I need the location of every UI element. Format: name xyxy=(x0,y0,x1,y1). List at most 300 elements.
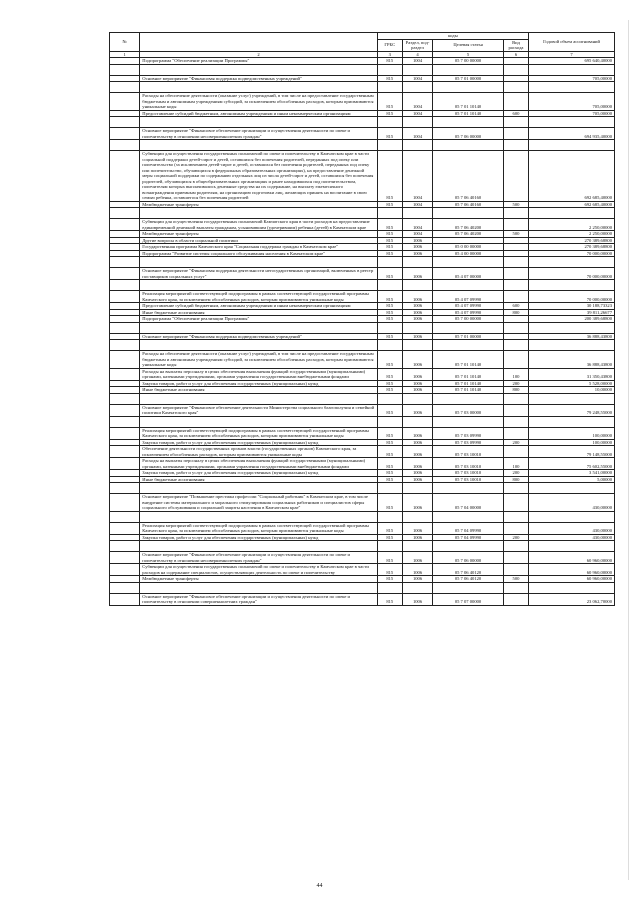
cell-sum: 5 528,00000 xyxy=(529,380,615,387)
cell-num xyxy=(110,268,140,280)
table-row xyxy=(110,458,615,470)
cell-grbs: 815 xyxy=(377,446,402,458)
cell-sum xyxy=(529,541,615,552)
cell-vr xyxy=(503,522,528,534)
cell-cs: 05 7 01 00000 xyxy=(433,333,504,340)
header-grbs: ГРБС xyxy=(377,39,402,51)
cell-sum: 694 935,40000 xyxy=(529,128,615,140)
header-razdel: Раздел, под-раздел xyxy=(402,39,432,51)
cell-num xyxy=(110,483,140,494)
cell-rz: 1006 xyxy=(402,237,432,244)
cell-rz: 1006 xyxy=(402,552,432,564)
cell-sum xyxy=(529,257,615,268)
cell-cs xyxy=(433,416,504,427)
cell-name xyxy=(140,393,377,404)
scan-edge-line xyxy=(628,20,629,880)
cell-cs xyxy=(433,340,504,351)
table-row xyxy=(110,257,615,268)
cell-grbs xyxy=(377,582,402,593)
cell-rz: 1006 xyxy=(402,368,432,380)
cell-cs xyxy=(433,64,504,75)
table-row xyxy=(110,93,615,111)
cell-name: Расходы на обеспечение деятельности (оказание услуг) учреждений, в том числе на предоставление государственным бюджетным и автономным учреждениям субсидий, за исключением обособленных расходов, которым присваиваются уникальные коды xyxy=(140,93,377,111)
cell-rz xyxy=(402,541,432,552)
cell-num xyxy=(110,552,140,564)
cell-grbs: 815 xyxy=(377,219,402,231)
cell-sum: 75 602,55000 xyxy=(529,458,615,470)
cell-sum xyxy=(529,322,615,333)
cell-rz: 1004 xyxy=(402,110,432,117)
cell-rz: 1006 xyxy=(402,458,432,470)
header-index: 3 xyxy=(377,51,402,58)
cell-grbs: 815 xyxy=(377,476,402,483)
cell-sum xyxy=(529,64,615,75)
table-row xyxy=(110,404,615,416)
cell-vr: 500 xyxy=(503,231,528,238)
cell-name: Основное мероприятие "Финансовое обеспечение организации и осуществления деятельности по опеке и попечительству в отношении несовершеннолетних граждан" xyxy=(140,552,377,564)
header-index: 6 xyxy=(503,51,528,58)
cell-sum xyxy=(529,511,615,522)
cell-vr xyxy=(503,219,528,231)
header-name xyxy=(140,33,377,52)
cell-rz: 1006 xyxy=(402,494,432,512)
cell-grbs xyxy=(377,117,402,128)
cell-rz: 1004 xyxy=(402,93,432,111)
cell-cs: 05 7 06 40200 xyxy=(433,231,504,238)
cell-grbs: 815 xyxy=(377,268,402,280)
cell-name xyxy=(140,483,377,494)
cell-grbs: 815 xyxy=(377,593,402,605)
cell-cs xyxy=(433,322,504,333)
cell-name: Обеспечение деятельности государственных органов власти (государственных органов) Камчатского края, за исключением обособленных расходов, которым присваиваются уникальные коды xyxy=(140,446,377,458)
header-annual: Годовой объем ассигнований xyxy=(529,33,615,52)
cell-rz xyxy=(402,64,432,75)
cell-rz xyxy=(402,208,432,219)
cell-sum: 60 960,00000 xyxy=(529,564,615,576)
cell-vr xyxy=(503,257,528,268)
table-row xyxy=(110,393,615,404)
cell-sum: 200 389,68800 xyxy=(529,316,615,323)
cell-num xyxy=(110,404,140,416)
cell-vr: 100 xyxy=(503,368,528,380)
table-row xyxy=(110,280,615,291)
cell-cs xyxy=(433,280,504,291)
cell-grbs xyxy=(377,280,402,291)
cell-cs: 05 7 03 00000 xyxy=(433,404,504,416)
cell-sum xyxy=(529,393,615,404)
cell-grbs: 815 xyxy=(377,128,402,140)
cell-cs xyxy=(433,511,504,522)
cell-cs xyxy=(433,582,504,593)
cell-cs xyxy=(433,541,504,552)
cell-cs xyxy=(433,257,504,268)
cell-sum xyxy=(529,117,615,128)
cell-sum: 270 389,68800 xyxy=(529,244,615,251)
cell-cs xyxy=(433,483,504,494)
cell-sum: 70 000,00000 xyxy=(529,268,615,280)
cell-grbs: 815 xyxy=(377,576,402,583)
cell-sum: 2 250,00000 xyxy=(529,231,615,238)
cell-rz: 1006 xyxy=(402,268,432,280)
cell-vr xyxy=(503,511,528,522)
cell-sum: 100,00000 xyxy=(529,439,615,446)
cell-sum xyxy=(529,280,615,291)
cell-grbs: 815 xyxy=(377,458,402,470)
cell-cs: 05 7 01 00000 xyxy=(433,75,504,82)
cell-cs: 05 7 00 00000 xyxy=(433,58,504,65)
cell-sum: 3 541,00000 xyxy=(529,470,615,477)
table-header xyxy=(110,33,615,58)
cell-cs: 05 4 07 09990 xyxy=(433,291,504,303)
cell-rz xyxy=(402,82,432,93)
cell-grbs xyxy=(377,340,402,351)
cell-num xyxy=(110,64,140,75)
cell-name: Подпрограмма "Обеспечение реализации Программы" xyxy=(140,58,377,65)
cell-name: Субвенции для осуществления государственных полномочий Камчатского края в части расходов на предоставление единовременной денежной выплаты гражданам, усыновившим (удочерившим) ребенка (детей) в Камчатском крае xyxy=(140,219,377,231)
cell-name xyxy=(140,340,377,351)
cell-vr: 800 xyxy=(503,476,528,483)
cell-name: Государственная программа Камчатского края "Социальная поддержка граждан в Камчатском крае" xyxy=(140,244,377,251)
cell-num xyxy=(110,446,140,458)
cell-num xyxy=(110,511,140,522)
cell-rz xyxy=(402,257,432,268)
header-num: № xyxy=(110,33,140,52)
cell-rz: 1006 xyxy=(402,470,432,477)
cell-num xyxy=(110,280,140,291)
cell-grbs xyxy=(377,140,402,151)
cell-name: Межбюджетные трансферты xyxy=(140,576,377,583)
cell-cs: 05 7 06 00000 xyxy=(433,552,504,564)
cell-cs xyxy=(433,117,504,128)
cell-name: Подпрограмма "Обеспечение реализации Программы" xyxy=(140,316,377,323)
cell-vr: 500 xyxy=(503,201,528,208)
table-row xyxy=(110,368,615,380)
cell-vr xyxy=(503,404,528,416)
cell-vr xyxy=(503,291,528,303)
cell-sum: 31 350,43800 xyxy=(529,368,615,380)
cell-cs: 05 7 06 40200 xyxy=(433,219,504,231)
cell-vr: 200 xyxy=(503,534,528,541)
cell-rz: 1004 xyxy=(402,151,432,202)
table-row xyxy=(110,511,615,522)
cell-cs: 05 7 06 40160 xyxy=(433,151,504,202)
cell-name xyxy=(140,117,377,128)
cell-cs: 05 7 03 10010 xyxy=(433,476,504,483)
cell-rz: 1006 xyxy=(402,244,432,251)
cell-sum: 36 888,43800 xyxy=(529,333,615,340)
cell-grbs: 815 xyxy=(377,380,402,387)
cell-num xyxy=(110,208,140,219)
cell-sum: 430,00000 xyxy=(529,522,615,534)
cell-cs xyxy=(433,393,504,404)
table-row xyxy=(110,582,615,593)
header-index: 1 xyxy=(110,51,140,58)
cell-vr xyxy=(503,93,528,111)
cell-name: Иные бюджетные ассигнования xyxy=(140,309,377,316)
cell-sum xyxy=(529,340,615,351)
cell-sum: 30 188,73323 xyxy=(529,303,615,310)
cell-rz xyxy=(402,140,432,151)
cell-cs: 05 7 03 10010 xyxy=(433,470,504,477)
cell-grbs: 815 xyxy=(377,75,402,82)
cell-grbs: 815 xyxy=(377,110,402,117)
cell-grbs xyxy=(377,416,402,427)
cell-cs: 05 7 04 09990 xyxy=(433,534,504,541)
cell-cs: 05 7 03 10010 xyxy=(433,446,504,458)
header-index: 2 xyxy=(140,51,377,58)
cell-sum xyxy=(529,82,615,93)
budget-table xyxy=(109,32,615,606)
cell-cs: 05 4 07 00000 xyxy=(433,268,504,280)
cell-name: Субвенции для осуществления государственных полномочий по опеке и попечительству в Камчатском крае в части расходов на содержание специалистов, осуществляющих деятельность по опеке и попечительству xyxy=(140,564,377,576)
cell-grbs: 815 xyxy=(377,58,402,65)
cell-vr: 600 xyxy=(503,110,528,117)
cell-rz xyxy=(402,322,432,333)
cell-name: Закупка товаров, работ и услуг для обеспечения государственных (муниципальных) нужд xyxy=(140,380,377,387)
table-row xyxy=(110,268,615,280)
cell-vr: 800 xyxy=(503,309,528,316)
cell-vr xyxy=(503,140,528,151)
cell-name: Основное мероприятие "Финансовое обеспечение организации и осуществления деятельности по опеке и попечительству в отношении совершеннолетних граждан" xyxy=(140,593,377,605)
cell-name: Межбюджетные трансферты xyxy=(140,201,377,208)
cell-sum: 692 685,40000 xyxy=(529,201,615,208)
cell-cs: 05 4 07 09990 xyxy=(433,303,504,310)
cell-name xyxy=(140,257,377,268)
header-codes: коды xyxy=(377,33,528,40)
cell-rz: 1006 xyxy=(402,351,432,369)
cell-sum: 705,00000 xyxy=(529,93,615,111)
cell-cs: 05 7 01 10140 xyxy=(433,387,504,394)
table-row xyxy=(110,291,615,303)
cell-name: Закупка товаров, работ и услуг для обеспечения государственных (муниципальных) нужд xyxy=(140,534,377,541)
cell-sum xyxy=(529,582,615,593)
cell-num xyxy=(110,582,140,593)
cell-sum: 60 960,00000 xyxy=(529,552,615,564)
cell-num xyxy=(110,368,140,380)
cell-rz xyxy=(402,582,432,593)
cell-vr xyxy=(503,552,528,564)
cell-cs: 05 7 06 40160 xyxy=(433,201,504,208)
cell-cs: 05 7 04 09990 xyxy=(433,522,504,534)
cell-vr xyxy=(503,268,528,280)
cell-grbs xyxy=(377,322,402,333)
cell-name: Основное мероприятие "Финансовое обеспечение деятельности Министерства социального благополучия и семейной политики Камчатского края" xyxy=(140,404,377,416)
cell-cs: 05 7 06 40120 xyxy=(433,576,504,583)
cell-name: Закупка товаров, работ и услуг для обеспечения государственных (муниципальных) нужд xyxy=(140,470,377,477)
cell-rz: 1006 xyxy=(402,387,432,394)
cell-cs: 05 0 00 00000 xyxy=(433,244,504,251)
table-row xyxy=(110,322,615,333)
cell-grbs: 815 xyxy=(377,387,402,394)
cell-cs: 05 7 06 40120 xyxy=(433,564,504,576)
cell-name xyxy=(140,280,377,291)
cell-name: Основное мероприятие "Повышение престижа профессии "Социальный работник" в Камчатском крае, в том числе внедрение системы материального и морального стимулирования социальных работников и специалистов сферы социального обслуживания и социальной защиты населения в Камчатском крае" xyxy=(140,494,377,512)
cell-grbs xyxy=(377,64,402,75)
cell-grbs: 815 xyxy=(377,439,402,446)
table-row xyxy=(110,64,615,75)
cell-cs xyxy=(433,82,504,93)
cell-name: Реализация мероприятий соответствующей подпрограммы в рамках соответствующей государственной программы Камчатского края, за исключением обособленных расходов, которым присваиваются уникальные коды xyxy=(140,291,377,303)
cell-grbs: 815 xyxy=(377,309,402,316)
cell-grbs: 815 xyxy=(377,244,402,251)
cell-rz: 1006 xyxy=(402,309,432,316)
table-row xyxy=(110,552,615,564)
cell-cs: 05 7 01 10140 xyxy=(433,380,504,387)
cell-grbs: 815 xyxy=(377,534,402,541)
cell-name: Межбюджетные трансферты xyxy=(140,231,377,238)
cell-rz: 1004 xyxy=(402,75,432,82)
cell-vr: 100 xyxy=(503,458,528,470)
cell-sum: 36 888,43800 xyxy=(529,351,615,369)
cell-sum: 70 000,00000 xyxy=(529,291,615,303)
cell-rz: 1006 xyxy=(402,291,432,303)
cell-name: Подпрограмма "Развитие системы социального обслуживания населения в Камчатском крае" xyxy=(140,250,377,257)
cell-vr xyxy=(503,593,528,605)
cell-vr xyxy=(503,280,528,291)
cell-grbs: 815 xyxy=(377,404,402,416)
cell-grbs: 815 xyxy=(377,93,402,111)
cell-grbs xyxy=(377,208,402,219)
table-row xyxy=(110,82,615,93)
cell-grbs: 815 xyxy=(377,522,402,534)
table-row xyxy=(110,117,615,128)
cell-rz xyxy=(402,511,432,522)
cell-vr xyxy=(503,416,528,427)
cell-grbs: 815 xyxy=(377,201,402,208)
cell-grbs: 815 xyxy=(377,316,402,323)
cell-num xyxy=(110,522,140,534)
cell-grbs: 815 xyxy=(377,231,402,238)
cell-sum: 70 000,00000 xyxy=(529,250,615,257)
cell-grbs: 815 xyxy=(377,368,402,380)
cell-grbs xyxy=(377,257,402,268)
cell-grbs: 815 xyxy=(377,291,402,303)
cell-name xyxy=(140,511,377,522)
table-row xyxy=(110,151,615,202)
cell-vr xyxy=(503,340,528,351)
cell-vr xyxy=(503,427,528,439)
cell-grbs: 815 xyxy=(377,427,402,439)
cell-grbs xyxy=(377,82,402,93)
cell-cs: 05 7 01 10140 xyxy=(433,93,504,111)
cell-sum: 39 811,26677 xyxy=(529,309,615,316)
cell-cs: 05 7 06 00000 xyxy=(433,128,504,140)
cell-sum: 705,00000 xyxy=(529,75,615,82)
cell-name: Другие вопросы в области социальной политики xyxy=(140,237,377,244)
cell-sum: 692 685,40000 xyxy=(529,151,615,202)
cell-grbs: 815 xyxy=(377,552,402,564)
cell-name xyxy=(140,82,377,93)
table-row xyxy=(110,494,615,512)
cell-num xyxy=(110,291,140,303)
cell-sum: 705,00000 xyxy=(529,110,615,117)
cell-grbs: 815 xyxy=(377,564,402,576)
cell-cs: 05 7 01 10140 xyxy=(433,110,504,117)
cell-rz: 1004 xyxy=(402,219,432,231)
cell-num xyxy=(110,458,140,470)
cell-vr: 200 xyxy=(503,380,528,387)
cell-grbs: 815 xyxy=(377,237,402,244)
cell-grbs: 815 xyxy=(377,470,402,477)
cell-vr: 600 xyxy=(503,303,528,310)
page-number: 44 xyxy=(316,883,323,889)
cell-rz: 1006 xyxy=(402,593,432,605)
cell-sum xyxy=(529,140,615,151)
cell-name: Основное мероприятие "Финансовая поддержка подведомственных учреждений" xyxy=(140,75,377,82)
cell-cs: 05 7 04 00000 xyxy=(433,494,504,512)
cell-num xyxy=(110,393,140,404)
cell-rz: 1006 xyxy=(402,439,432,446)
table-row xyxy=(110,128,615,140)
cell-name: Основное мероприятие "Финансовая поддержка деятельности негосударственных организаций, включенных в реестр поставщиков социальных услуг" xyxy=(140,268,377,280)
cell-vr xyxy=(503,64,528,75)
cell-vr xyxy=(503,151,528,202)
cell-rz: 1004 xyxy=(402,128,432,140)
cell-vr: 200 xyxy=(503,439,528,446)
cell-rz xyxy=(402,393,432,404)
cell-grbs: 815 xyxy=(377,303,402,310)
cell-rz: 1006 xyxy=(402,534,432,541)
cell-sum: 695 640,40000 xyxy=(529,58,615,65)
cell-rz: 1006 xyxy=(402,380,432,387)
cell-name: Реализация мероприятий соответствующей подпрограммы в рамках соответствующей государственной программы Камчатского края, за исключением обособленных расходов, которым присваиваются уникальные коды xyxy=(140,522,377,534)
cell-vr: 200 xyxy=(503,470,528,477)
cell-name xyxy=(140,416,377,427)
cell-num xyxy=(110,322,140,333)
cell-name: Закупка товаров, работ и услуг для обеспечения государственных (муниципальных) нужд xyxy=(140,439,377,446)
cell-cs: 05 7 01 10140 xyxy=(433,368,504,380)
cell-cs: 05 7 00 00000 xyxy=(433,316,504,323)
cell-rz xyxy=(402,416,432,427)
cell-vr xyxy=(503,117,528,128)
cell-sum: 430,00000 xyxy=(529,534,615,541)
cell-sum xyxy=(529,416,615,427)
cell-vr: 500 xyxy=(503,576,528,583)
cell-num xyxy=(110,416,140,427)
table-row xyxy=(110,483,615,494)
cell-name: Расходы на выплаты персоналу в целях обеспечения выполнения функций государственными (муниципальными) органами, казенными учреждениями, органами управления государственными внебюджетными фондами xyxy=(140,458,377,470)
cell-sum: 5,00000 xyxy=(529,476,615,483)
table-row xyxy=(110,416,615,427)
cell-rz xyxy=(402,340,432,351)
cell-rz: 1006 xyxy=(402,404,432,416)
cell-cs xyxy=(433,208,504,219)
cell-sum xyxy=(529,483,615,494)
cell-vr xyxy=(503,82,528,93)
header-vid: Вид расхода xyxy=(503,39,528,51)
cell-rz: 1006 xyxy=(402,564,432,576)
cell-cs: 05 7 03 10010 xyxy=(433,458,504,470)
cell-vr: 800 xyxy=(503,387,528,394)
table-row xyxy=(110,340,615,351)
cell-num xyxy=(110,351,140,369)
table-row xyxy=(110,564,615,576)
cell-rz: 1006 xyxy=(402,303,432,310)
table-row xyxy=(110,351,615,369)
table-row xyxy=(110,208,615,219)
cell-rz: 1006 xyxy=(402,316,432,323)
cell-cs xyxy=(433,140,504,151)
cell-name: Иные бюджетные ассигнования xyxy=(140,476,377,483)
table-body xyxy=(110,58,615,606)
cell-vr xyxy=(503,582,528,593)
table-row xyxy=(110,593,615,605)
table-row xyxy=(110,427,615,439)
cell-sum: 100,00000 xyxy=(529,427,615,439)
cell-name xyxy=(140,322,377,333)
cell-cs: 05 7 03 09990 xyxy=(433,439,504,446)
cell-vr xyxy=(503,541,528,552)
